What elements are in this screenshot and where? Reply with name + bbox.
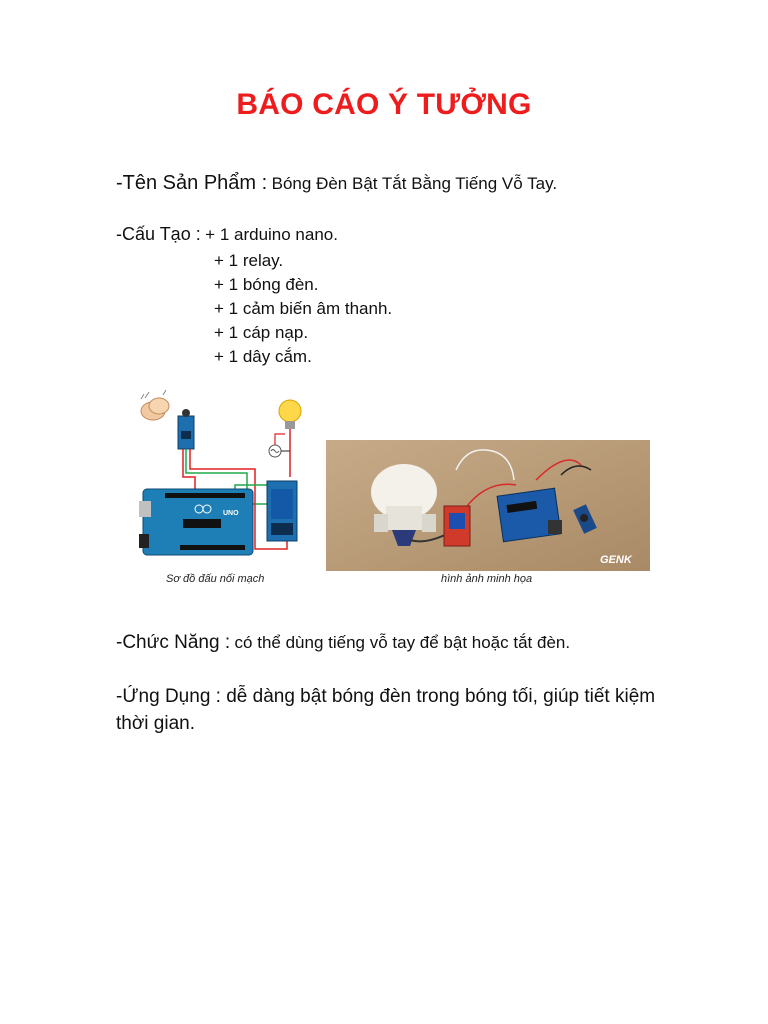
function-label: -Chức Năng :	[116, 632, 231, 653]
structure-label: -Cấu Tạo :	[116, 224, 201, 244]
structure-item-cable: + 1 cáp nạp.	[214, 323, 309, 342]
product-label: -Tên Sản Phẩm :	[116, 172, 268, 194]
document-title: BÁO CÁO Ý TƯỞNG	[236, 88, 532, 121]
function-value: có thể dùng tiếng vỗ tay để bật hoặc tắt đèn.	[234, 633, 571, 652]
photo-caption: hình ảnh minh họa	[441, 573, 533, 585]
wiring-diagram-svg	[135, 389, 327, 564]
photo-arduino-icon	[497, 488, 562, 542]
product-value: Bóng Đèn Bật Tắt Bằng Tiếng Vỗ Tay.	[271, 174, 558, 193]
ac-source-icon	[269, 445, 281, 457]
photo-watermark: GENK	[600, 554, 632, 566]
structure-item-wire: + 1 dây cắm.	[214, 347, 312, 366]
diagram-caption: Sơ đồ đấu nối mạch	[166, 573, 265, 585]
clapping-hands-icon	[141, 390, 169, 420]
structure-item-bulb: + 1 bóng đèn.	[214, 275, 319, 294]
light-bulb-icon	[279, 400, 301, 429]
arduino-board-icon	[139, 489, 253, 555]
application-paragraph: -Ứng Dụng : dễ dàng bật bóng đèn trong bóng tối, giúp tiết kiệm thời gian.	[116, 686, 656, 734]
structure-item-sound-sensor: + 1 cảm biến âm thanh.	[214, 299, 393, 318]
function-line	[116, 632, 570, 654]
board-label: UNO	[223, 510, 239, 517]
sound-sensor-icon	[178, 409, 194, 449]
structure-item-relay: + 1 relay.	[214, 251, 284, 270]
illustration-photo	[326, 440, 650, 571]
relay-module-icon	[267, 481, 297, 541]
photo-relay-icon	[444, 506, 470, 546]
structure-item-arduino: + 1 arduino nano.	[205, 225, 338, 244]
illustration-photo-svg	[326, 440, 650, 571]
wiring-diagram-image	[135, 389, 327, 564]
product-name-line	[116, 172, 557, 195]
structure-line	[116, 224, 338, 245]
